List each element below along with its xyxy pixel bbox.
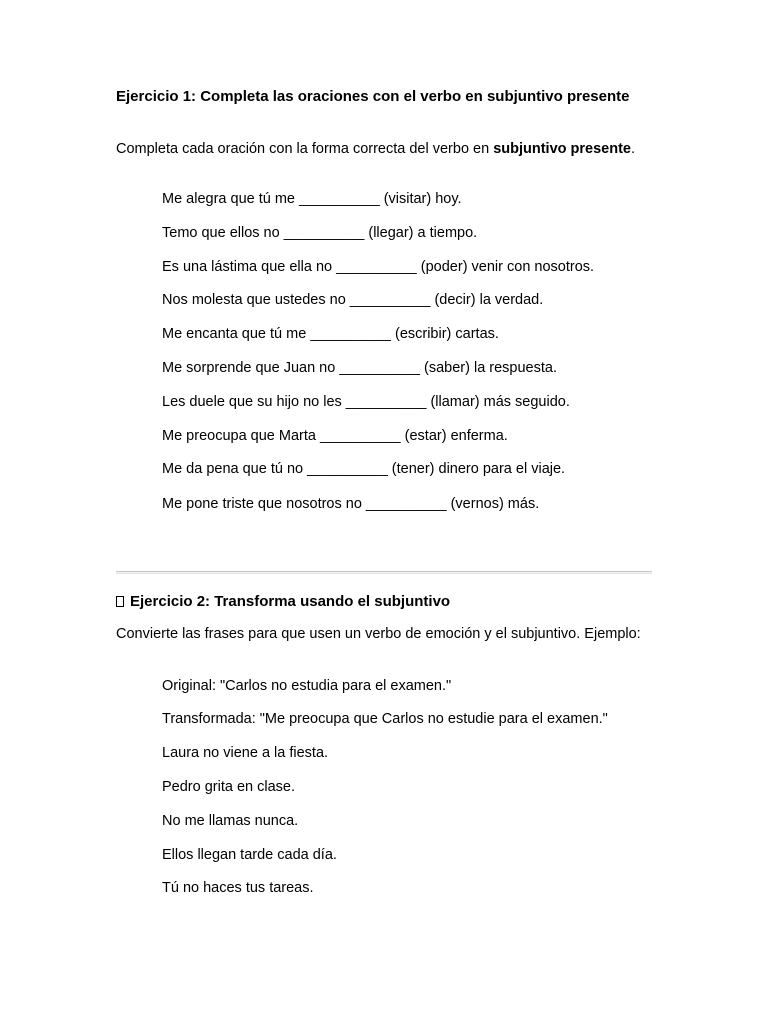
exercise-1-item: Me pone triste que nosotros no __________ (vernos) más. — [162, 496, 540, 512]
exercise-2-instruction: Convierte las frases para que usen un verbo de emoción y el subjuntivo. Ejemplo: — [116, 626, 641, 642]
missing-glyph-box-icon — [116, 596, 124, 607]
exercise-1-item: Les duele que su hijo no les __________ (llamar) más seguido. — [162, 394, 570, 410]
exercise-1-item: Me sorprende que Juan no __________ (saber) la respuesta. — [162, 360, 557, 376]
exercise-1-item: Es una lástima que ella no __________ (poder) venir con nosotros. — [162, 259, 595, 275]
exercise-2-item: Transformada: "Me preocupa que Carlos no estudie para el examen." — [162, 711, 608, 727]
exercise-1-item: Me alegra que tú me __________ (visitar) hoy. — [162, 191, 462, 207]
exercise-1-item: Me preocupa que Marta __________ (estar) enferma. — [162, 428, 508, 444]
exercise-1-instruction-bold: subjuntivo presente — [493, 141, 631, 157]
exercise-2-item: Ellos llegan tarde cada día. — [162, 847, 337, 863]
exercise-2-item: Original: "Carlos no estudia para el examen." — [162, 678, 452, 694]
exercise-1-instruction-prefix: Completa cada oración con la forma correcta del verbo en — [116, 141, 494, 157]
section-divider — [116, 571, 652, 574]
exercise-1-item: Me encanta que tú me __________ (escribir) cartas. — [162, 326, 499, 342]
exercise-2-item: Pedro grita en clase. — [162, 779, 295, 795]
exercise-2-heading — [116, 593, 656, 611]
exercise-2-item: Laura no viene a la fiesta. — [162, 745, 329, 761]
exercise-1-title: Ejercicio 1: Completa las oraciones con el verbo en subjuntivo presente — [116, 88, 630, 105]
exercise-1-item: Temo que ellos no __________ (llegar) a tiempo. — [162, 225, 478, 241]
exercise-1-instruction — [116, 141, 656, 158]
exercise-1-instruction-suffix: . — [630, 141, 636, 157]
exercise-1-item: Me da pena que tú no __________ (tener) dinero para el viaje. — [162, 461, 566, 477]
exercise-2-item: No me llamas nunca. — [162, 813, 299, 829]
exercise-2-title: Ejercicio 2: Transforma usando el subjuntivo — [130, 593, 451, 610]
exercise-1-item: Nos molesta que ustedes no __________ (decir) la verdad. — [162, 292, 544, 308]
exercise-2-item: Tú no haces tus tareas. — [162, 880, 314, 896]
